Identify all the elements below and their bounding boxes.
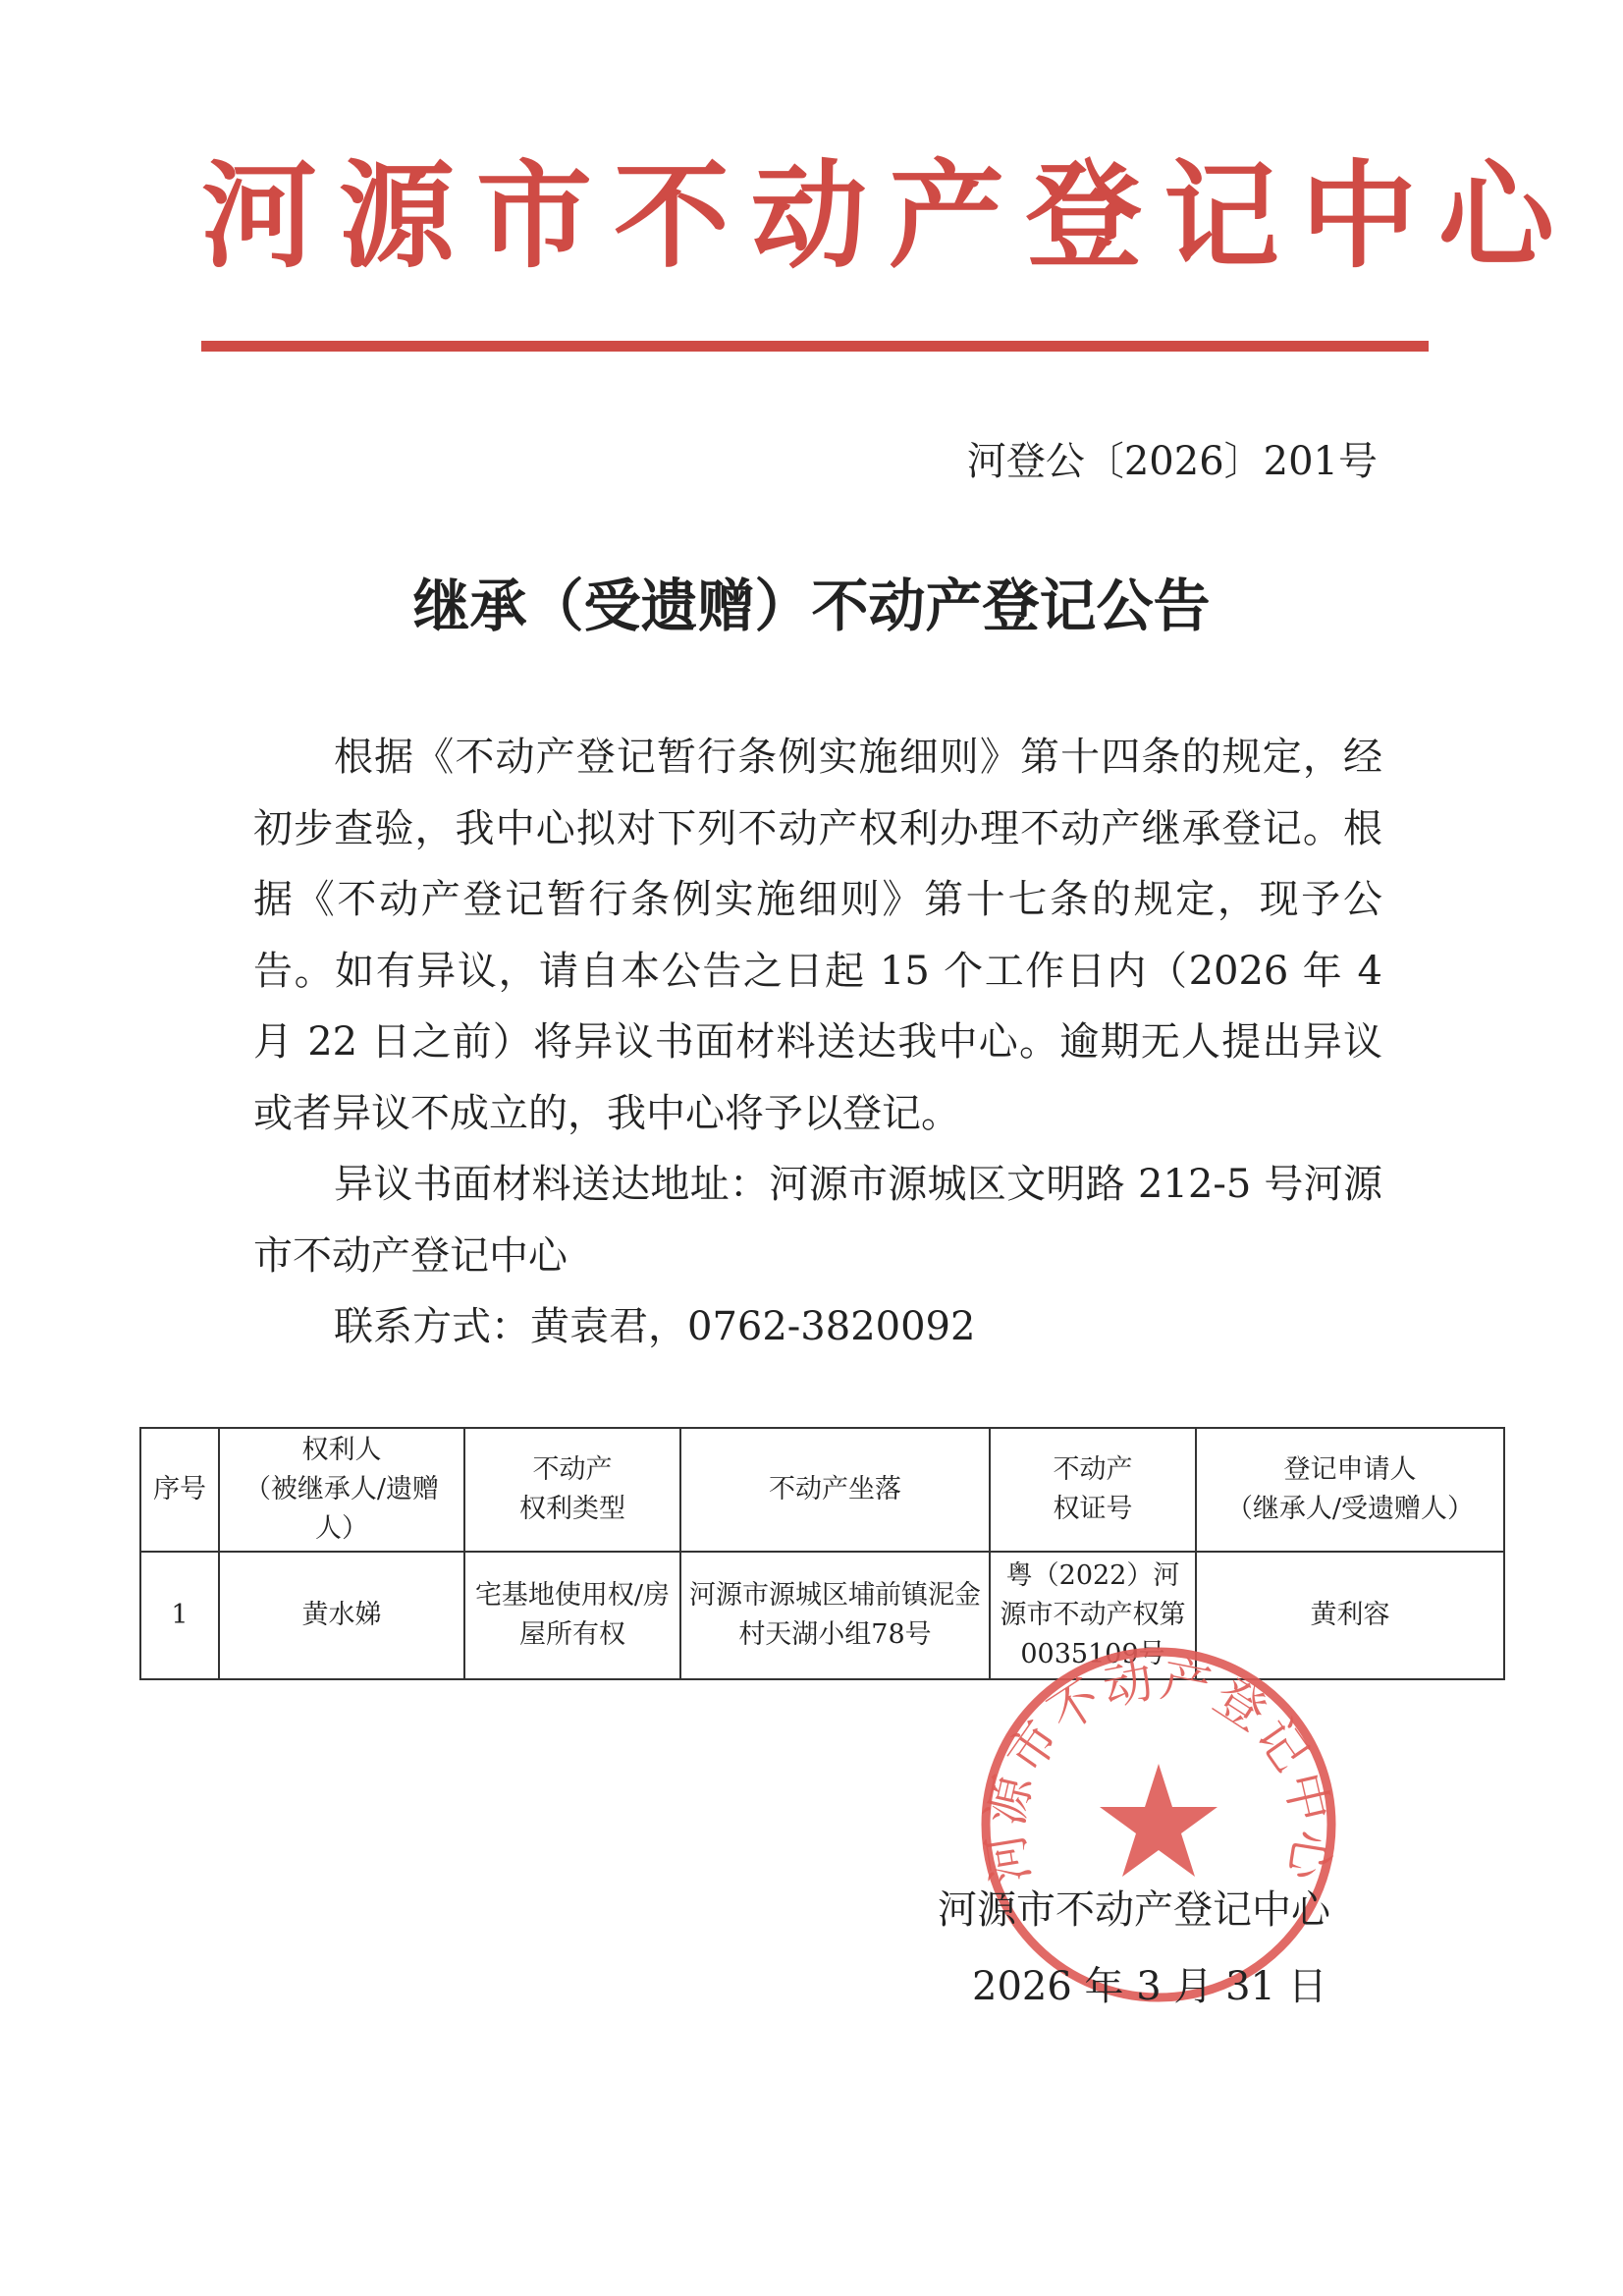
official-seal xyxy=(972,1638,1345,2011)
header-applicant-label: 登记申请人 （继承人/受遗赠人） xyxy=(1225,1454,1475,1524)
header-certificate-label: 不动产 权证号 xyxy=(1053,1454,1133,1524)
header-right-holder-label: 权利人 （被继承人/遗赠人） xyxy=(243,1435,440,1544)
cell-certificate: 粤（2022）河源市不动产权第0035109号 xyxy=(990,1552,1196,1679)
body-paragraph-address: 异议书面材料送达地址：河源市源城区文明路 212-5 号河源市不动产登记中心 xyxy=(253,1162,1382,1279)
header-seq xyxy=(140,1428,219,1552)
body-paragraph-contact: 联系方式：黄袁君，0762-3820092 xyxy=(334,1304,976,1349)
cell-applicant: 黄利容 xyxy=(1196,1552,1504,1679)
body-paragraph-legal-basis: 根据《不动产登记暂行条例实施细则》第十四条的规定，经初步查验，我中心拟对下列不动产权利办理不动产继承登记。根据《不动产登记暂行条例实施细则》第十七条的规定，现予公告。如有异议，请自本公告之日起 15 个工作日内（2026 年 4 月 22 日之前）将异议书面材料送达我中心。逾期无人提出异议或者异议不成立的，我中心将予以登记。 xyxy=(253,735,1382,1136)
notice-body xyxy=(253,722,1382,1363)
header-location-label: 不动产坐落 xyxy=(769,1474,901,1504)
signature-org: 河源市不动产登记中心 xyxy=(938,1887,1330,1933)
seal-star-icon xyxy=(1100,1764,1217,1877)
cell-seq: 1 xyxy=(140,1552,219,1679)
signature-date: 2026 年 3 月 31 日 xyxy=(972,1964,1327,2009)
cell-location: 河源市源城区埔前镇泥金村天湖小组78号 xyxy=(680,1552,990,1679)
header-seq-label: 序号 xyxy=(153,1474,206,1504)
cell-right-type: 宅基地使用权/房屋所有权 xyxy=(464,1552,680,1679)
masthead-title: 河源市不动产登记中心 xyxy=(201,147,1577,284)
header-right-type-label: 不动产 权利类型 xyxy=(519,1454,625,1524)
red-separator-line xyxy=(201,341,1429,352)
document-number: 河登公〔2026〕201号 xyxy=(966,439,1378,484)
notice-title: 继承（受遗赠）不动产登记公告 xyxy=(412,573,1211,639)
header-applicant xyxy=(1196,1428,1504,1552)
cell-right-holder: 黄水娣 xyxy=(219,1552,464,1679)
header-location xyxy=(680,1428,990,1552)
header-right-type xyxy=(464,1428,680,1552)
header-certificate xyxy=(990,1428,1196,1552)
seal-text-path: 河源市不动产登记中心 xyxy=(976,1650,1341,1887)
table-header-row xyxy=(140,1428,1504,1552)
header-right-holder xyxy=(219,1428,464,1552)
